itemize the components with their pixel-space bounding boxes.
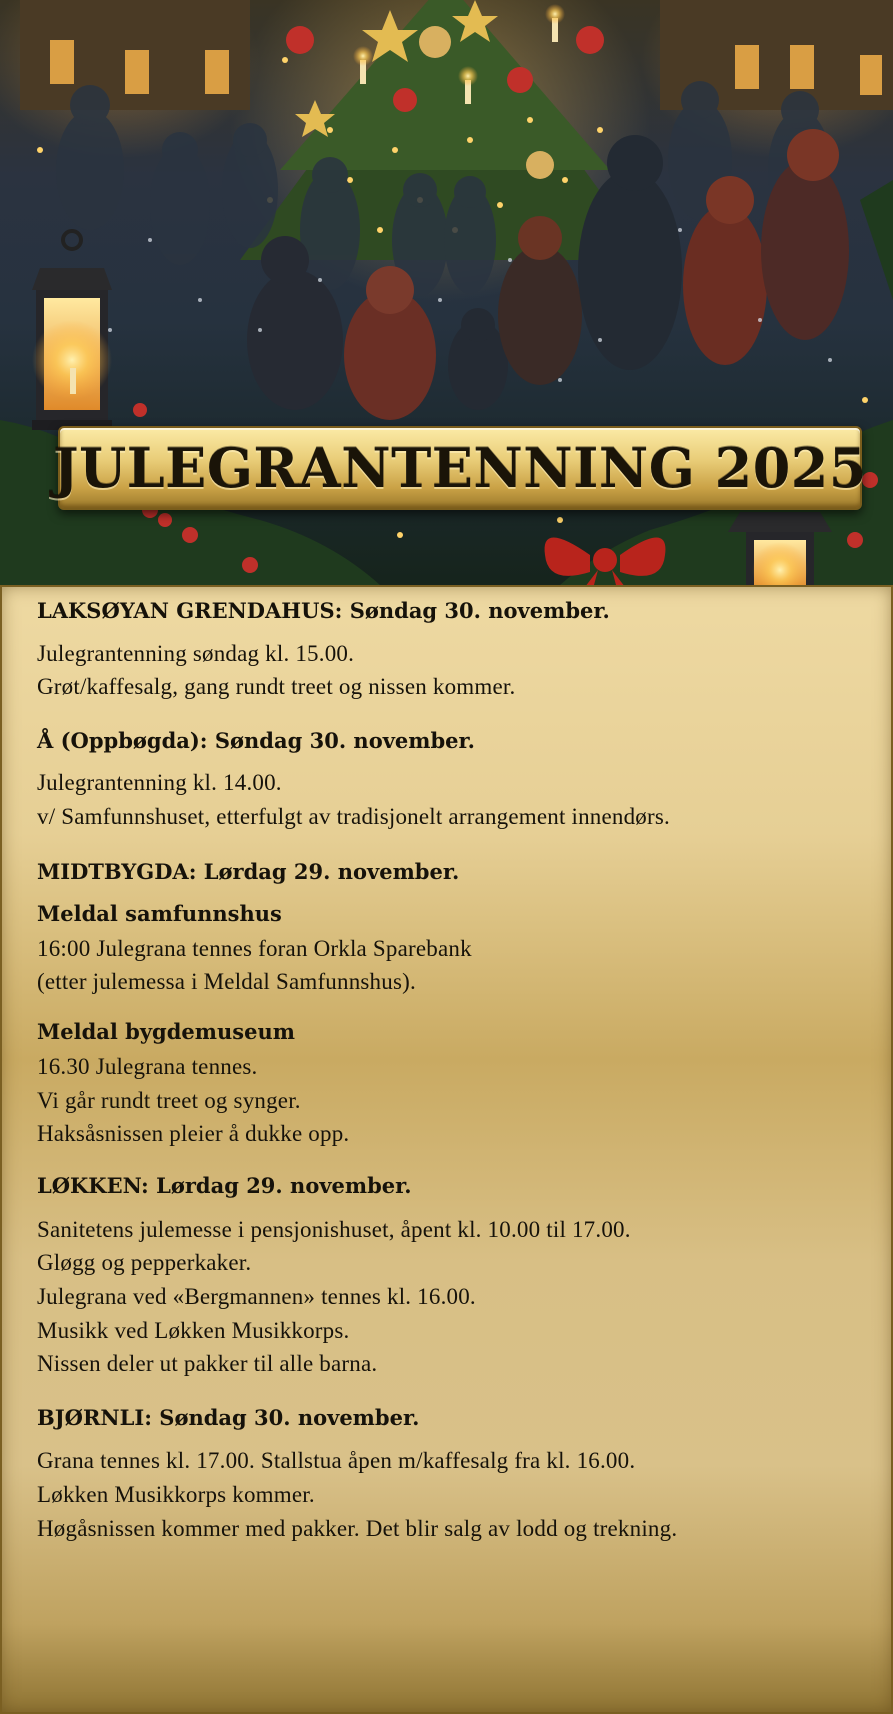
section-line: Nissen deler ut pakker til alle barna. xyxy=(37,1351,378,1376)
section-line: Grøt/kaffesalg, gang rundt treet og nissen kommer. xyxy=(37,674,516,699)
section-line: Gløgg og pepperkaker. xyxy=(37,1250,252,1275)
section-heading-bjornli: BJØRNLI: Søndag 30. november. xyxy=(37,1405,420,1430)
section-line: 16:00 Julegrana tennes foran Orkla Sparebank xyxy=(37,936,472,961)
section-line: Julegrana ved «Bergmannen» tennes kl. 16.00. xyxy=(37,1284,476,1309)
section-line: (etter julemessa i Meldal Samfunnshus). xyxy=(37,969,416,994)
section-line: Vi går rundt treet og synger. xyxy=(37,1088,301,1113)
left-lantern xyxy=(32,231,112,430)
section-line: Sanitetens julemesse i pensjonishuset, åpent kl. 10.00 til 17.00. xyxy=(37,1217,631,1242)
section-line: 16.30 Julegrana tennes. xyxy=(37,1054,258,1079)
hero-illustration xyxy=(0,0,893,585)
section-heading-lokken: LØKKEN: Lørdag 29. november. xyxy=(37,1173,412,1198)
section-line: v/ Samfunnshuset, etterfulgt av tradisjonelt arrangement innendørs. xyxy=(37,804,670,829)
section-line: Julegrantenning søndag kl. 15.00. xyxy=(37,641,355,666)
schedule-panel xyxy=(0,585,893,1714)
section-line: Haksåsnissen pleier å dukke opp. xyxy=(37,1121,350,1146)
section-heading-oppbogda: Å (Oppbøgda): Søndag 30. november. xyxy=(37,728,475,753)
subsection-title-bygdemuseum: Meldal bygdemuseum xyxy=(37,1019,295,1044)
section-line: Løkken Musikkorps kommer. xyxy=(37,1482,315,1507)
section-heading-laksoyan: LAKSØYAN GRENDAHUS: Søndag 30. november. xyxy=(37,598,610,623)
section-line: Julegrantenning kl. 14.00. xyxy=(37,770,282,795)
section-line: Grana tennes kl. 17.00. Stallstua åpen m/kaffesalg fra kl. 16.00. xyxy=(37,1448,636,1473)
section-line: Høgåsnissen kommer med pakker. Det blir salg av lodd og trekning. xyxy=(37,1516,678,1541)
poster-title: JULEGRANTENNING 2025 xyxy=(53,436,867,500)
title-plate xyxy=(53,426,867,510)
section-line: Musikk ved Løkken Musikkorps. xyxy=(37,1318,350,1343)
section-heading-midtbygda: MIDTBYGDA: Lørdag 29. november. xyxy=(37,859,460,884)
subsection-title-samfunnshus: Meldal samfunnshus xyxy=(37,901,282,926)
